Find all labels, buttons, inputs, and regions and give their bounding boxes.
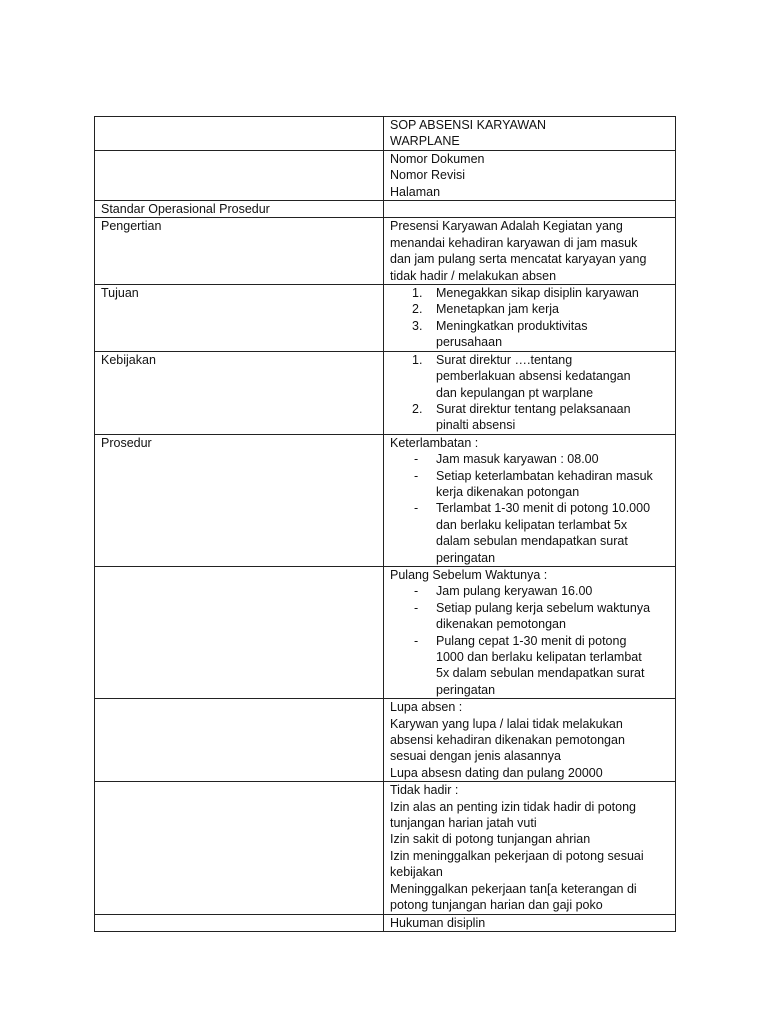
list-item-text: perusahaan — [436, 335, 503, 350]
tidak-hadir-line: Izin alas an penting izin tidak hadir di potong — [390, 799, 636, 814]
list-item — [390, 633, 671, 699]
list-number: 2. — [412, 401, 423, 416]
nomor-dokumen-label: Nomor Dokumen — [390, 151, 485, 166]
list-item-text: Menegakkan sikap disiplin karyawan — [436, 286, 639, 301]
lupa-absen-heading: Lupa absen : — [390, 700, 463, 715]
lupa-absen-line: Karywan yang lupa / lalai tidak melakukan — [390, 716, 623, 731]
pengertian-row — [95, 218, 676, 285]
list-item-text: Pulang cepat 1-30 menit di potong — [436, 633, 627, 648]
sop-label-cell — [95, 201, 384, 218]
list-item — [390, 583, 671, 599]
tidak-hadir-line: potong tunjangan harian dan gaji poko — [390, 898, 603, 913]
tujuan-content-cell — [384, 285, 676, 352]
hukuman-row — [95, 914, 676, 931]
tujuan-label: Tujuan — [101, 286, 139, 301]
nomor-revisi-label: Nomor Revisi — [390, 168, 466, 183]
tidak-hadir-heading: Tidak hadir : — [390, 783, 459, 798]
tidak-hadir-line: kebijakan — [390, 865, 443, 880]
lupa-absen-line: sesuai dengan jenis alasannya — [390, 749, 561, 764]
tidak-hadir-left-cell — [95, 782, 384, 914]
sop-label: Standar Operasional Prosedur — [101, 202, 270, 217]
sop-label-right-cell — [384, 201, 676, 218]
list-item-text: dalam sebulan mendapatkan surat — [436, 534, 628, 549]
kebijakan-content-cell — [384, 351, 676, 434]
pengertian-line: tidak hadir / melakukan absen — [390, 268, 557, 283]
kebijakan-label: Kebijakan — [101, 352, 156, 367]
pulang-left-cell — [95, 566, 384, 698]
pengertian-content-cell — [384, 218, 676, 285]
kebijakan-row — [95, 351, 676, 434]
tidak-hadir-cell — [384, 782, 676, 914]
tujuan-row — [95, 285, 676, 352]
list-number: 1. — [412, 286, 423, 301]
list-item-text: Menetapkan jam kerja — [436, 302, 559, 317]
list-number: 3. — [412, 318, 423, 333]
list-number: 1. — [412, 352, 423, 367]
list-item — [390, 285, 671, 301]
dash-bullet: - — [414, 468, 419, 483]
document-info-cell — [384, 150, 676, 200]
list-item — [390, 401, 671, 434]
list-item-text: Setiap keterlambatan kehadiran masuk — [436, 468, 653, 483]
pengertian-label: Pengertian — [101, 219, 162, 234]
list-item — [390, 352, 671, 401]
keterlambatan-list — [390, 451, 671, 566]
title-row — [95, 117, 676, 151]
sop-table — [94, 116, 676, 932]
list-item-text: peringatan — [436, 682, 496, 697]
document-title: SOP ABSENSI KARYAWAN — [390, 118, 547, 132]
list-item — [390, 468, 671, 501]
list-item-text: Jam masuk karyawan : 08.00 — [436, 452, 599, 467]
list-item-text: dan berlaku kelipatan terlambat 5x — [436, 517, 628, 532]
tujuan-list — [390, 285, 671, 351]
keterlambatan-cell — [384, 434, 676, 566]
pulang-row — [95, 566, 676, 698]
list-item — [390, 451, 671, 467]
lupa-absen-left-cell — [95, 699, 384, 782]
pengertian-line: menandai kehadiran karyawan di jam masuk — [390, 235, 638, 250]
hukuman-left-cell — [95, 914, 384, 931]
tidak-hadir-row — [95, 782, 676, 914]
tujuan-label-cell — [95, 285, 384, 352]
list-item-text: dan kepulangan pt warplane — [436, 385, 594, 400]
list-item-text: Terlambat 1-30 menit di potong 10.000 — [436, 501, 651, 516]
prosedur-row — [95, 434, 676, 566]
lupa-absen-cell — [384, 699, 676, 782]
list-number: 2. — [412, 302, 423, 317]
lupa-absen-line: absensi kehadiran dikenakan pemotongan — [390, 733, 625, 748]
list-item-text: Meningkatkan produktivitas — [436, 318, 588, 333]
list-item — [390, 500, 671, 566]
prosedur-label: Prosedur — [101, 435, 152, 450]
document-info-left-cell — [95, 150, 384, 200]
dash-bullet: - — [414, 501, 419, 516]
list-item-text: 1000 dan berlaku kelipatan terlambat — [436, 650, 642, 664]
kebijakan-label-cell — [95, 351, 384, 434]
hukuman-cell — [384, 914, 676, 931]
prosedur-label-cell — [95, 434, 384, 566]
title-left-cell — [95, 117, 384, 151]
tidak-hadir-line: Izin sakit di potong tunjangan ahrian — [390, 832, 591, 847]
list-item — [390, 600, 671, 633]
list-item — [390, 301, 671, 317]
dash-bullet: - — [414, 633, 419, 648]
list-item-text: Jam pulang keryawan 16.00 — [436, 584, 593, 599]
list-item-text: pinalti absensi — [436, 418, 516, 433]
hukuman-heading: Hukuman disiplin — [390, 915, 486, 930]
pengertian-label-cell — [95, 218, 384, 285]
keterlambatan-heading: Keterlambatan : — [390, 435, 479, 450]
list-item-text: dikenakan pemotongan — [436, 617, 566, 632]
kebijakan-list — [390, 352, 671, 434]
dash-bullet: - — [414, 584, 419, 599]
list-item-text: peringatan — [436, 550, 496, 565]
lupa-absen-line: Lupa absesn dating dan pulang 20000 — [390, 765, 603, 780]
lupa-absen-row — [95, 699, 676, 782]
pulang-cell — [384, 566, 676, 698]
list-item — [390, 318, 671, 351]
pengertian-line: dan jam pulang serta mencatat karyayan yang — [390, 252, 647, 267]
list-item-text: Surat direktur tentang pelaksanaan — [436, 401, 631, 416]
dash-bullet: - — [414, 600, 419, 615]
company-name: WARPLANE — [390, 134, 460, 149]
tidak-hadir-line: tunjangan harian jatah vuti — [390, 816, 537, 831]
dash-bullet: - — [414, 452, 419, 467]
pulang-list — [390, 583, 671, 698]
list-item-text: kerja dikenakan potongan — [436, 484, 580, 499]
title-cell — [384, 117, 676, 151]
halaman-label: Halaman — [390, 184, 441, 199]
sop-label-row — [95, 201, 676, 218]
list-item-text: pemberlakuan absensi kedatangan — [436, 369, 631, 384]
pengertian-line: Presensi Karyawan Adalah Kegiatan yang — [390, 219, 623, 234]
document-info-row — [95, 150, 676, 200]
pulang-heading: Pulang Sebelum Waktunya : — [390, 567, 548, 582]
list-item-text: Surat direktur ….tentang — [436, 352, 573, 367]
list-item-text: 5x dalam sebulan mendapatkan surat — [436, 666, 645, 681]
tidak-hadir-line: Izin meninggalkan pekerjaan di potong sesuai — [390, 848, 644, 863]
tidak-hadir-line: Meninggalkan pekerjaan tan[a keterangan di — [390, 881, 637, 896]
list-item-text: Setiap pulang kerja sebelum waktunya — [436, 600, 651, 615]
